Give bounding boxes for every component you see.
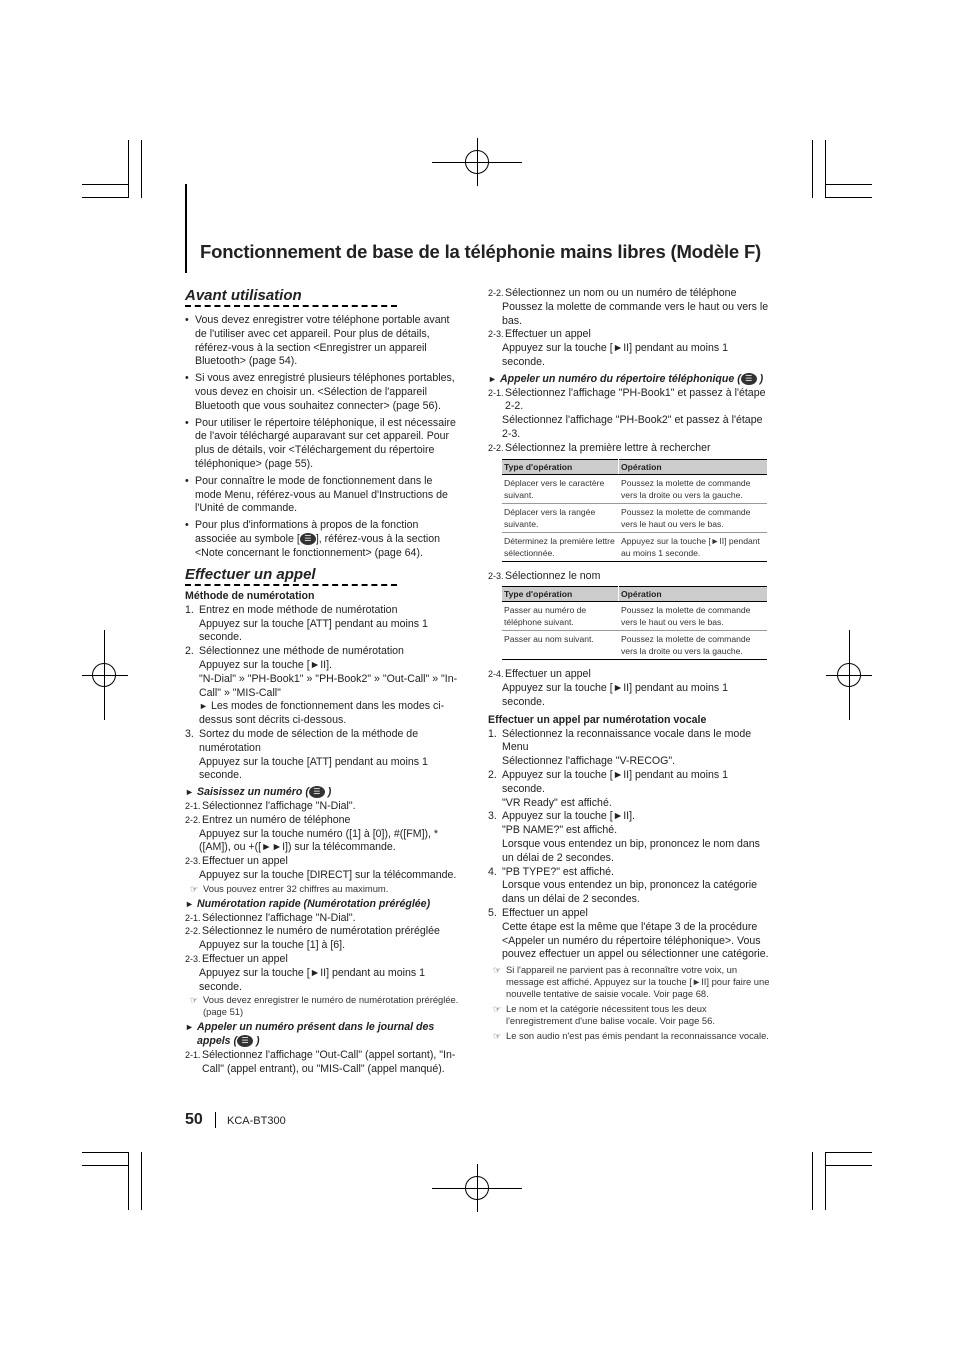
section-underline [185,305,397,307]
menu-icon: ☰ [741,373,757,385]
table-row: Passer au numéro de téléphone suivant. Poussez la molette de commande vers le haut ou vers le bas. [502,602,767,631]
table-row: Déterminez la première lettre sélectionnée. Appuyez sur la touche [►II] pendant au moins 1 seconde. [502,532,767,561]
list-item: • Pour utiliser le répertoire téléphonique, il est nécessaire de l'avoir téléchargé auparavant sur cet appareil. Pour plus de détails, voir <Téléchargement du répertoire téléphonique> (page 55). [185,416,456,470]
list-item: • Si vous avez enregistré plusieurs téléphones portables, vous devez en choisir un. <Sélection de l'appareil Bluetooth que vous souhaitez connecter> (page 56). [185,372,455,412]
table-row: Passer au nom suivant. Poussez la molette de commande vers la droite ou vers la gauche. [502,631,767,660]
subheading: Effectuer un appel par numérotation vocale [488,713,707,726]
list-item: • Pour connaître le mode de fonctionnement dans le mode Menu, référez-vous au Manuel d'Instructions de l'Unité de commande. [185,474,448,515]
footer-divider [215,1112,216,1128]
menu-icon: ☰ [237,1035,253,1047]
operation-table-2: Type d'opération Opération Passer au numéro de téléphone suivant. Poussez la molette de commande vers le haut ou vers le bas. Passer au nom suivant. Poussez la molette de commande vers la droite ou vers la gauche. [502,586,767,660]
page-number: 50 [185,1111,203,1128]
table-row: Déplacer vers le caractère suivant. Poussez la molette de commande vers la droite ou vers la gauche. [502,474,767,503]
title-rule [185,184,187,273]
operation-table-1: Type d'opération Opération Déplacer vers le caractère suivant. Poussez la molette de commande vers la droite ou vers la gauche. Déplacer vers la rangée suivante. Poussez la molette de commande vers le haut ou vers le bas. Déterminez la première lettre sélectionnée. Appuyez sur la touche [►II] pendant au moins 1 seconde. [502,459,767,562]
section-heading-effectuer: Effectuer un appel [185,566,316,583]
menu-icon: ☰ [300,533,316,545]
avant-bullets [185,314,457,564]
list-item: • Vous devez enregistrer votre téléphone portable avant de l'utiliser avec cet appareil. Pour plus de détails, référez-vous à la section <Enregistrer un appareil Bluetooth> (page 54). [185,314,450,368]
section-underline [185,584,397,586]
page-title: Fonctionnement de base de la téléphonie mains libres (Modèle F) [200,241,761,262]
left-column-steps: Méthode de numérotation 1. Entrez en mode méthode de numérotation Appuyez sur la touche [ATT] pendant au moins 1 seconde. 2. Sélectionnez une méthode de numérotation Appuyez sur la touche [►II]. "N-Dial" » "PH-Book1" » "PH-Book2" » "Out-Call" » "In-Call" » "MIS-Call" ► Les modes de fonctionnement dans les modes ci-dessus sont décrits ci-dessous. 3. Sortez du mode de sélection de la méthode de numérotation Appuyez sur la touche [ATT] pendant au moins 1 seconde. ► Saisissez un numéro ( ☰ ) 2-1. Sélectionnez l'affichage "N-Dial". 2-2. Entrez un numéro de téléphone Appuyez sur la touche numéro ([1] à [0]), #([FM]), *([AM]), ou +([►►I]) sur la télécommande. 2-3. Effectuer un appel Appuyez sur la touche [DIRECT] sur la télécommande. ☞ Vous pouvez entrer 32 chiffres au maximum. ► Numérotation rapide (Numérotation préréglée) 2-1. Sélectionnez l'affichage "N-Dial". 2-2. Sélectionnez le numéro de numérotation préréglée Appuyez sur la touche [1] à [6]. 2-3. Effectuer un appel Appuyez sur la touche [►II] pendant au moins 1 seconde. ☞ Vous devez enregistrer le numéro de numérotation préréglée. (page 51) ► Appeler un numéro présent dans le journal des appels ( ☰ ) 2-1. Sélectionnez l'affichage "Out-Call" (appel sortant), "In-Call" (appel entrant), ou "MIS-Call" (appel manqué). [185,590,467,1077]
list-item: • Pour plus d'informations à propos de la fonction associée au symbole [ ☰ ], référez-vous à la section <Note concernant le fonctionnement> (page 64). [185,519,441,559]
model-name: KCA-BT300 [227,1115,286,1127]
section-heading-avant: Avant utilisation [185,287,302,304]
subheading: Méthode de numérotation [185,590,315,602]
table-row: Déplacer vers la rangée suivante. Poussez la molette de commande vers le haut ou vers le bas. [502,503,767,532]
menu-icon: ☰ [309,786,325,798]
right-column-steps: 2-2. Sélectionnez un nom ou un numéro de téléphone Poussez la molette de commande vers le haut ou vers le bas. 2-3. Effectuer un appel Appuyez sur la touche [►II] pendant au moins 1 seconde. ► Appeler un numéro du répertoire téléphonique ( ☰ ) 2-1. Sélectionnez l'affichage "PH-Book1" et passez à l'étape 2-2. Sélectionnez l'affichage "PH-Book2" et passez à l'étape 2-3. 2-2. Sélectionnez la première lettre à rechercher Type d'opération Opération Déplacer vers le caractère suivant. Poussez la molette de commande vers la droite ou vers la gauche. Déplacer vers la rangée suivante. Poussez la molette de commande vers le haut ou vers le bas. Déterminez la première lettre sélectionnée. Appuyez sur la touche [►II] pendant au moins 1 seconde. 2-3. Sélectionnez le nom Type d'opération Opération Passer au numéro de téléphone suivant. Poussez la molette de commande vers le haut ou vers le bas. Passer au nom suivant. Poussez la molette de commande vers la droite ou vers la gauche. 2-4. Effectuer un appel Appuyez sur la touche [►II] pendant au moins 1 seconde. Effectuer un appel par numérotation vocale 1. Sélectionnez la reconnaissance vocale dans le mode Menu Sélectionnez l'affichage "V-RECOG". 2. Appuyez sur la touche [►II] pendant au moins 1 seconde. "VR Ready" est affiché. 3. Appuyez sur la touche [►II]. "PB NAME?" est affiché. Lorsque vous entendez un bip, prononcez le nom dans un délai de 2 secondes. 4. "PB TYPE?" est affiché. Lorsque vous entendez un bip, prononcez la catégorie dans un délai de 2 secondes. 5. Effectuer un appel Cette étape est la même que l'étape 3 de la procédure <Appeler un numéro du répertoire téléphonique>. Vous pouvez effectuer un appel ou sélectionner une catégorie. ☞ Si l'appareil ne parvient pas à reconnaître votre voix, un message est affiché. Appuyez sur la touche [►II] pour faire une nouvelle tentative de saisie vocale. Voir page 68. ☞ Le nom et la catégorie nécessitent tous les deux l'enregistrement d'une balise vocale. Voir page 56. ☞ Le son audio n'est pas émis pendant la reconnaissance vocale. [488,287,770,1042]
